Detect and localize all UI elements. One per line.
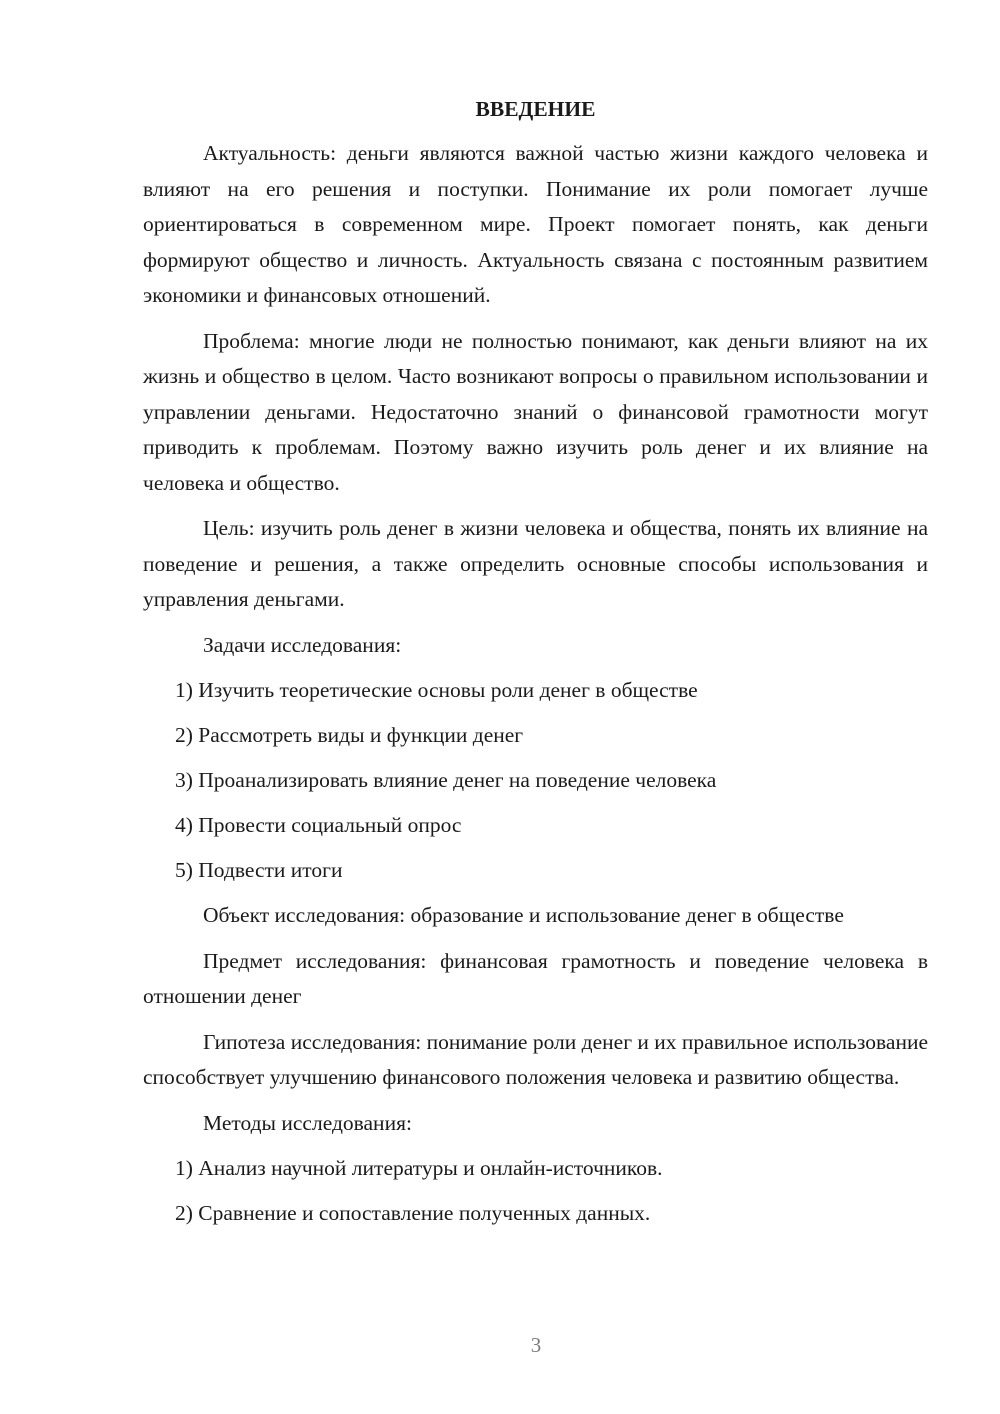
tasks-list: [143, 673, 928, 888]
object-paragraph: Объект исследования: образование и использование денег в обществе: [203, 903, 844, 927]
methods-heading: Методы исследования:: [203, 1110, 412, 1135]
document-page: [143, 94, 928, 1241]
hypothesis-paragraph: Гипотеза исследования: понимание роли денег и их правильное использование способствует улучшению финансового положения человека и развитию общества.: [143, 1029, 928, 1089]
task-item: 1) Изучить теоретические основы роли денег в обществе: [175, 678, 698, 702]
method-item: 1) Анализ научной литературы и онлайн-источников.: [175, 1156, 663, 1180]
page-number: 3: [530, 1333, 542, 1357]
section-title: ВВЕДЕНИЕ: [475, 97, 596, 121]
task-item: 3) Проанализировать влияние денег на поведение человека: [175, 768, 717, 792]
task-item: 4) Провести социальный опрос: [175, 813, 462, 837]
task-item: 2) Рассмотреть виды и функции денег: [175, 723, 524, 747]
goal-paragraph: Цель: изучить роль денег в жизни человека и общества, понять их влияние на поведение и решения, а также определить основные способы использования и управления деньгами.: [143, 516, 928, 611]
method-item: 2) Сравнение и сопоставление полученных данных.: [175, 1201, 651, 1225]
tasks-heading: Задачи исследования:: [203, 632, 402, 657]
methods-list: [143, 1151, 928, 1231]
task-item: 5) Подвести итоги: [175, 858, 343, 882]
subject-paragraph: Предмет исследования: финансовая грамотность и поведение человека в отношении денег: [143, 948, 928, 1008]
problem-paragraph: Проблема: многие люди не полностью понимают, как деньги влияют на их жизнь и общество в целом. Часто возникают вопросы о правильном использовании и управлении деньгами. Недостаточно знаний о финансовой грамотности могут приводить к проблемам. Поэтому важно изучить роль денег и их влияние на человека и общество.: [143, 328, 928, 495]
relevance-paragraph: Актуальность: деньги являются важной частью жизни каждого человека и влияют на его решения и поступки. Понимание их роли помогает лучше ориентироваться в современном мире. Проект помогает понять, как деньги формируют общество и личность. Актуальность связана с постоянным развитием экономики и финансовых отношений.: [143, 141, 928, 307]
